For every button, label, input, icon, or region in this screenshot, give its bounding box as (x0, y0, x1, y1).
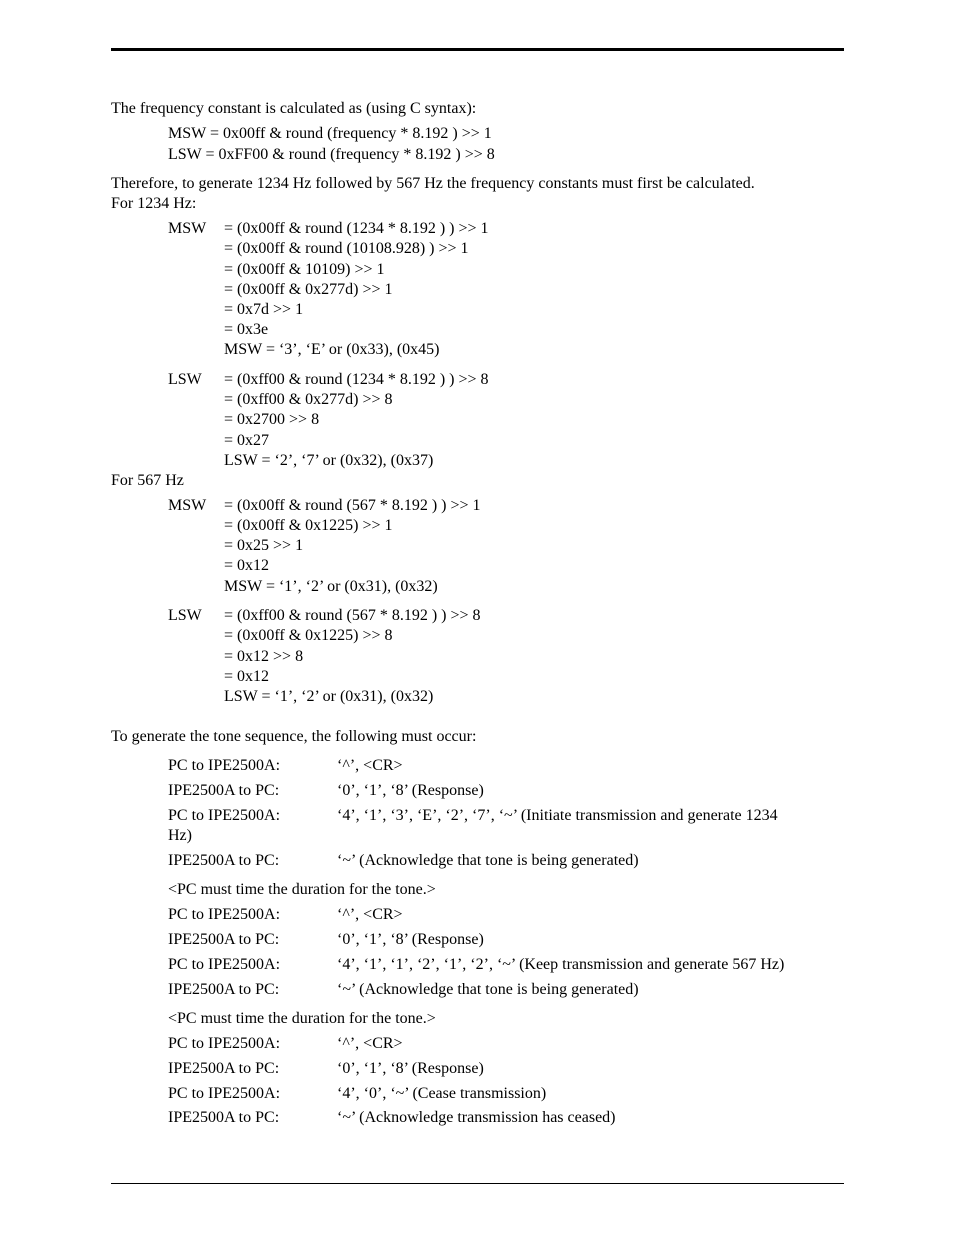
sequence-command: ‘4’, ‘1’, ‘1’, ‘2’, ‘1’, ‘2’, ‘~’ (Keep transmission and generate 567 Hz) (337, 956, 785, 973)
timing-note: <PC must time the duration for the tone.> (168, 881, 436, 898)
intro-text: The frequency constant is calculated as (using C syntax): (111, 100, 477, 117)
calc-result: MSW = ‘1’, ‘2’ or (0x31), (0x32) (224, 578, 438, 595)
sequence-direction: PC to IPE2500A: (168, 906, 281, 923)
calc-line: = 0x25 >> 1 (224, 537, 304, 554)
sequence-command: ‘~’ (Acknowledge transmission has ceased) (337, 1109, 616, 1126)
sequence-command: ‘0’, ‘1’, ‘8’ (Response) (337, 931, 484, 948)
msw-label: MSW (168, 497, 207, 514)
calc-line: = 0x2700 >> 8 (224, 411, 320, 428)
formula-msw: MSW = 0x00ff & round (frequency * 8.192 ) >> 1 (168, 125, 492, 142)
calc-line: = (0x00ff & 0x1225) >> 1 (224, 517, 393, 534)
sequence-direction: PC to IPE2500A: (168, 757, 281, 774)
sequence-direction: PC to IPE2500A: (168, 807, 281, 824)
sequence-command: ‘^’, <CR> (337, 1035, 403, 1052)
sequence-direction: IPE2500A to PC: (168, 782, 280, 799)
lsw-label: LSW (168, 607, 202, 624)
calc-line: = 0x7d >> 1 (224, 301, 304, 318)
calc-line: = (0x00ff & round (1234 * 8.192 ) ) >> 1 (224, 220, 489, 237)
lsw-label: LSW (168, 371, 202, 388)
sequence-direction: IPE2500A to PC: (168, 1109, 280, 1126)
sequence-command: ‘0’, ‘1’, ‘8’ (Response) (337, 1060, 484, 1077)
sequence-direction: IPE2500A to PC: (168, 931, 280, 948)
sequence-direction: PC to IPE2500A: (168, 1035, 281, 1052)
calc-line: = (0x00ff & round (567 * 8.192 ) ) >> 1 (224, 497, 481, 514)
sequence-intro: To generate the tone sequence, the following must occur: (111, 728, 477, 745)
calc-line: = 0x3e (224, 321, 269, 338)
sequence-command: ‘~’ (Acknowledge that tone is being generated) (337, 852, 639, 869)
sequence-command: ‘4’, ‘0’, ‘~’ (Cease transmission) (337, 1085, 547, 1102)
for-567-heading: For 567 Hz (111, 472, 184, 489)
calc-line: = (0xff00 & 0x277d) >> 8 (224, 391, 393, 408)
calc-line: = 0x12 >> 8 (224, 648, 304, 665)
timing-note: <PC must time the duration for the tone.> (168, 1010, 436, 1027)
sequence-command-wrap: Hz) (168, 827, 192, 844)
sequence-direction: IPE2500A to PC: (168, 981, 280, 998)
calc-line: = 0x12 (224, 668, 270, 685)
sequence-direction: PC to IPE2500A: (168, 956, 281, 973)
calc-line: = 0x12 (224, 557, 270, 574)
calc-line: = (0x00ff & 10109) >> 1 (224, 261, 385, 278)
footer-rule (111, 1183, 844, 1184)
sequence-command: ‘4’, ‘1’, ‘3’, ‘E’, ‘2’, ‘7’, ‘~’ (Initiate transmission and generate 1234 (337, 807, 778, 824)
msw-label: MSW (168, 220, 207, 237)
calc-line: = (0xff00 & round (567 * 8.192 ) ) >> 8 (224, 607, 481, 624)
sequence-direction: PC to IPE2500A: (168, 1085, 281, 1102)
sequence-direction: IPE2500A to PC: (168, 1060, 280, 1077)
calc-line: = (0x00ff & 0x277d) >> 1 (224, 281, 393, 298)
calc-line: = (0xff00 & round (1234 * 8.192 ) ) >> 8 (224, 371, 489, 388)
header-rule (111, 48, 844, 51)
calc-line: = (0x00ff & 0x1225) >> 8 (224, 627, 393, 644)
sequence-command: ‘0’, ‘1’, ‘8’ (Response) (337, 782, 484, 799)
calc-result: LSW = ‘1’, ‘2’ or (0x31), (0x32) (224, 688, 434, 705)
sequence-command: ‘~’ (Acknowledge that tone is being generated) (337, 981, 639, 998)
sequence-command: ‘^’, <CR> (337, 906, 403, 923)
for-1234-heading: For 1234 Hz: (111, 195, 197, 212)
sequence-direction: IPE2500A to PC: (168, 852, 280, 869)
formula-lsw: LSW = 0xFF00 & round (frequency * 8.192 ) >> 8 (168, 146, 495, 163)
sequence-command: ‘^’, <CR> (337, 757, 403, 774)
calc-line: = (0x00ff & round (10108.928) ) >> 1 (224, 240, 469, 257)
therefore-text: Therefore, to generate 1234 Hz followed by 567 Hz the frequency constants must first be calculated. (111, 175, 755, 192)
calc-result: LSW = ‘2’, ‘7’ or (0x32), (0x37) (224, 452, 434, 469)
calc-result: MSW = ‘3’, ‘E’ or (0x33), (0x45) (224, 341, 440, 358)
calc-line: = 0x27 (224, 432, 270, 449)
